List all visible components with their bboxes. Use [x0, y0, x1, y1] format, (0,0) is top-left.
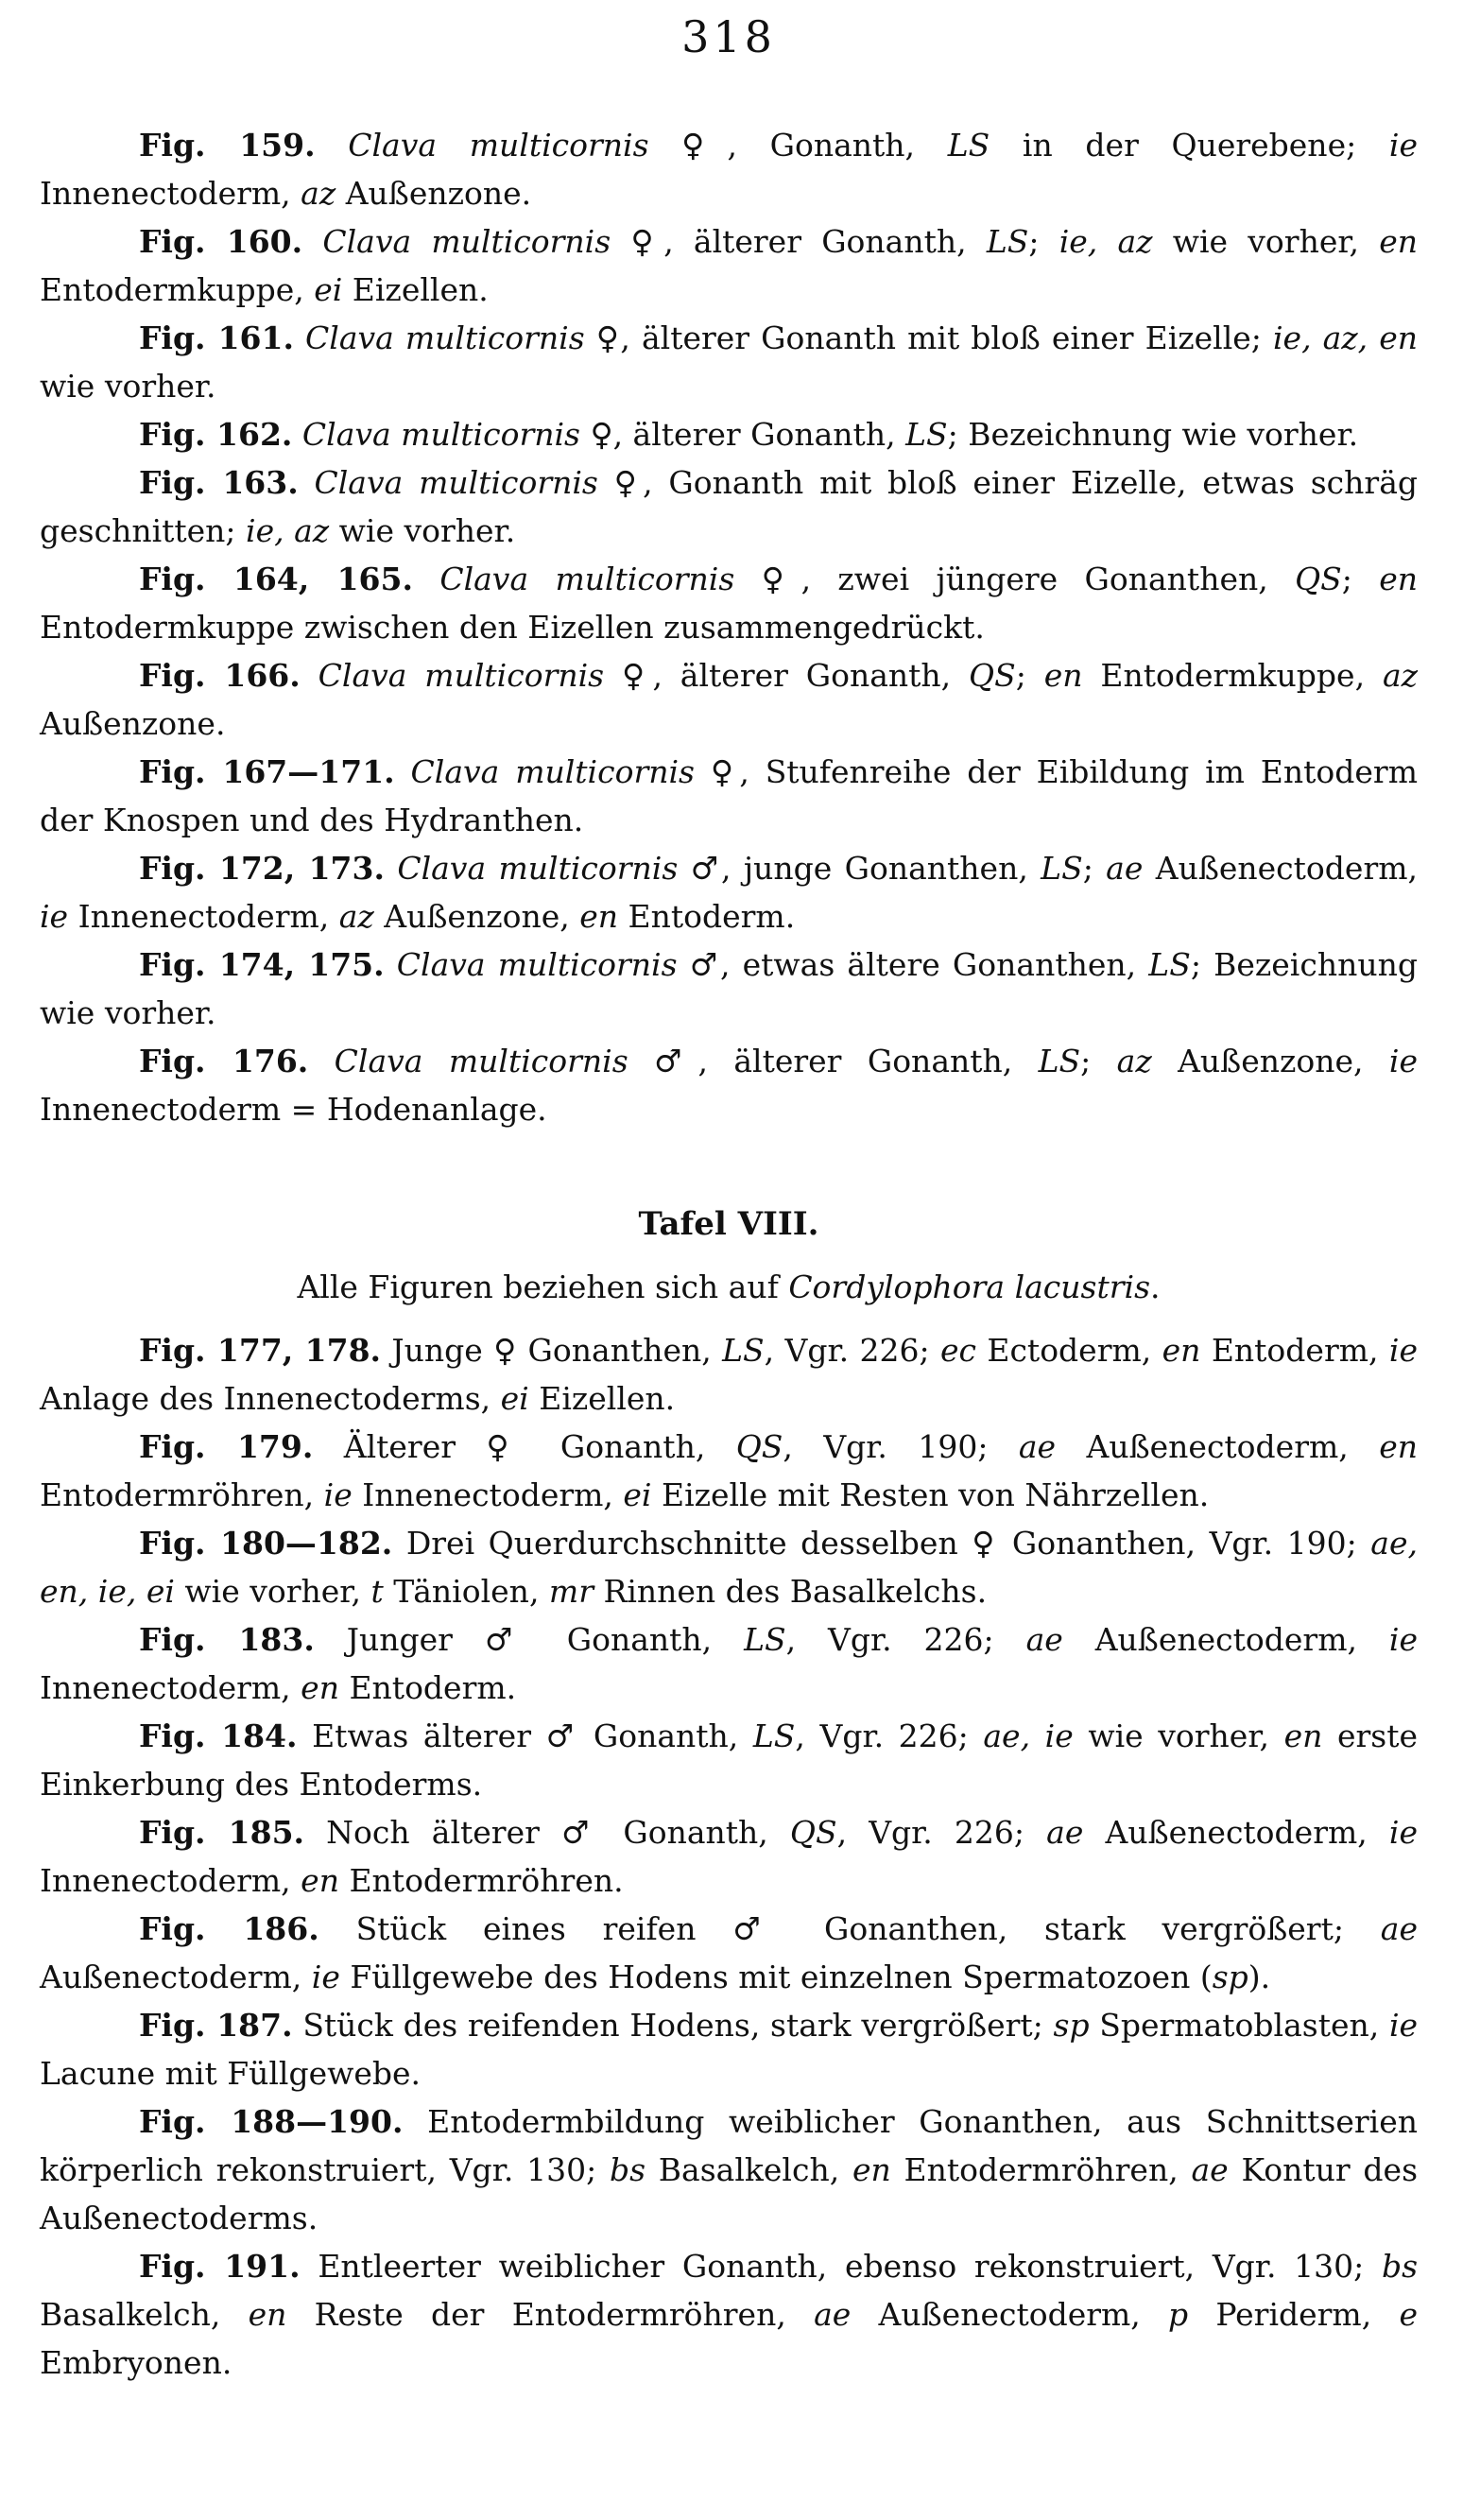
caption-italic-text: mr — [548, 1573, 594, 1610]
caption-italic-text: az — [338, 898, 374, 935]
caption-italic-text: ae — [1380, 1910, 1418, 1947]
caption-text: Außenectoderm, — [1143, 850, 1418, 887]
caption-text: ♀, Gonanth, — [648, 127, 948, 164]
figure-number: Fig. 188—190. — [139, 2103, 404, 2140]
caption-text: ♀, älterer Gonanth, — [604, 657, 970, 694]
caption-text: wie vorher, — [1152, 223, 1380, 260]
figure-number: Fig. 167—171. — [139, 753, 395, 790]
caption-italic-text: ie, az — [1059, 223, 1153, 260]
caption-italic-text: en — [1283, 1717, 1323, 1754]
caption-italic-text: QS — [1295, 561, 1342, 597]
caption-text: ♀, älterer Gonanth mit bloß einer Eizelle; — [584, 319, 1273, 356]
caption-text: Innenectoderm, — [352, 1476, 624, 1513]
caption-italic-text: ec — [939, 1332, 976, 1369]
caption-italic-text: Clava multicornis — [322, 223, 611, 260]
caption-italic-text: ie — [1388, 1621, 1418, 1658]
caption-text: Rinnen des Basalkelchs. — [594, 1573, 988, 1610]
section-subtitle-species: Cordylophora lacustris — [788, 1269, 1151, 1305]
caption-italic-text: LS — [1148, 946, 1191, 983]
figure-caption — [40, 1423, 1418, 1519]
caption-text: Innenectoderm, — [68, 898, 339, 935]
caption-text: erste Einkerbung des Entoderms. — [40, 1717, 1418, 1803]
caption-italic-text: Clava multicornis — [396, 946, 678, 983]
caption-text: ♀, Stufenreihe der Eibildung im Entoderm der Knospen und des Hydranthen. — [40, 753, 1418, 838]
caption-text: Außenectoderm, — [40, 1959, 312, 1995]
figure-number: Fig. 162. — [139, 416, 293, 453]
caption-text: Entoderm. — [338, 1669, 517, 1706]
figure-caption — [40, 314, 1418, 410]
figure-caption — [40, 2001, 1418, 2097]
caption-text: ; — [1341, 561, 1380, 597]
caption-text: Basalkelch, — [645, 2151, 852, 2188]
caption-italic-text: ie, az, en — [1272, 319, 1419, 356]
caption-text: , Vgr. 190; — [783, 1428, 1019, 1465]
figure-caption — [40, 1712, 1418, 1808]
caption-italic-text: ie — [1388, 2007, 1419, 2044]
caption-text: Periderm, — [1188, 2296, 1400, 2333]
caption-italic-text: QS — [735, 1428, 783, 1465]
caption-text: Außenectoderm, — [1083, 1814, 1389, 1851]
caption-text: Stück eines reifen ♂ Gonanthen, stark vergrößert; — [355, 1910, 1381, 1947]
figure-number: Fig. 163. — [139, 464, 299, 501]
caption-text: Älterer ♀ Gonanth, — [343, 1428, 736, 1465]
caption-text: Füllgewebe des Hodens mit einzelnen Spermatozoen ( — [339, 1959, 1213, 1995]
caption-text: ). — [1248, 1959, 1271, 1995]
figure-number: Fig. 166. — [139, 657, 301, 694]
caption-text: , Vgr. 226; — [795, 1717, 984, 1754]
caption-italic-text: Clava multicornis — [348, 127, 649, 164]
caption-text: Noch älterer ♂ Gonanth, — [326, 1814, 790, 1851]
figure-caption — [40, 1519, 1418, 1615]
caption-italic-text: ae, ie — [983, 1717, 1074, 1754]
caption-italic-text: az — [1382, 657, 1418, 694]
caption-text: Innenectoderm, — [40, 1669, 301, 1706]
caption-italic-text: LS — [986, 223, 1029, 260]
caption-text: Außenectoderm, — [1062, 1621, 1389, 1658]
section-subtitle-suffix: . — [1150, 1269, 1161, 1305]
caption-italic-text: Clava multicornis — [439, 561, 735, 597]
caption-text: Lacune mit Füllgewebe. — [40, 2055, 422, 2092]
caption-text: ; — [1082, 850, 1107, 887]
figure-number: Fig. 164, 165. — [139, 561, 413, 597]
caption-italic-text: az — [301, 175, 336, 212]
caption-italic-text: en — [579, 898, 619, 935]
caption-italic-text: LS — [1041, 850, 1083, 887]
caption-text: Eizellen. — [528, 1380, 676, 1417]
section-title: Tafel VIII. — [638, 1205, 819, 1243]
caption-text: ; Bezeichnung wie vorher. — [947, 416, 1359, 453]
caption-text: Junge ♀ Gonanthen, — [391, 1332, 723, 1369]
caption-text: Embryonen. — [40, 2344, 232, 2381]
caption-text: Außenzone. — [40, 705, 226, 742]
caption-text: ♀, älterer Gonanth, — [579, 416, 906, 453]
caption-italic-text: LS — [947, 127, 990, 164]
caption-text: Entoderm. — [618, 898, 796, 935]
caption-italic-text: QS — [789, 1814, 837, 1851]
section-subtitle — [40, 1264, 1418, 1311]
caption-italic-text: p — [1168, 2296, 1189, 2333]
caption-text: , Vgr. 226; — [836, 1814, 1047, 1851]
caption-text: Täniolen, — [383, 1573, 549, 1610]
figure-caption — [40, 651, 1418, 748]
caption-italic-text: en — [1162, 1332, 1201, 1369]
caption-italic-text: e — [1399, 2296, 1418, 2333]
figure-number: Fig. 160. — [139, 223, 303, 260]
caption-text: Außenzone. — [336, 175, 532, 212]
caption-text: ♀, Gonanth mit bloß einer Eizelle, etwas schräg geschnitten; — [40, 464, 1418, 549]
caption-text: Entodermröhren. — [338, 1862, 624, 1899]
caption-italic-text: bs — [609, 2151, 646, 2188]
figure-caption — [40, 1905, 1418, 2001]
caption-italic-text: en — [1379, 561, 1419, 597]
figure-caption — [40, 458, 1418, 555]
figure-captions-bottom — [40, 1326, 1418, 2387]
caption-italic-text: ae — [1191, 2151, 1229, 2188]
figure-caption — [40, 2097, 1418, 2242]
caption-text: Etwas älterer ♂ Gonanth, — [312, 1717, 753, 1754]
caption-text: Ectoderm, — [975, 1332, 1162, 1369]
figure-number: Fig. 161. — [139, 319, 294, 356]
figure-caption — [40, 748, 1418, 844]
figure-caption — [40, 217, 1418, 314]
figure-number: Fig. 159. — [139, 127, 316, 164]
caption-italic-text: en — [1379, 1428, 1418, 1465]
caption-text: , Vgr. 226; — [764, 1332, 940, 1369]
caption-italic-text: ie — [1388, 1332, 1418, 1369]
caption-text: in der Querebene; — [990, 127, 1389, 164]
caption-italic-text: ie — [1388, 1814, 1418, 1851]
caption-text: ♂, junge Gonanthen, — [678, 850, 1041, 887]
caption-text: Entleerter weiblicher Gonanth, ebenso rekonstruiert, Vgr. 130; — [318, 2248, 1382, 2285]
caption-text: wie vorher, — [1073, 1717, 1284, 1754]
figure-number: Fig. 179. — [139, 1428, 314, 1465]
caption-text: ; — [1015, 657, 1044, 694]
caption-text: Außenzone, — [1151, 1043, 1389, 1079]
figure-caption — [40, 2242, 1418, 2387]
figure-number: Fig. 184. — [139, 1717, 298, 1754]
caption-text: Entodermröhren, — [40, 1476, 324, 1513]
caption-italic-text: ei — [500, 1380, 529, 1417]
figure-number: Fig. 176. — [139, 1043, 309, 1079]
caption-italic-text: az — [1116, 1043, 1152, 1079]
caption-text: Eizelle mit Resten von Nährzellen. — [651, 1476, 1210, 1513]
caption-italic-text: QS — [969, 657, 1016, 694]
figure-number: Fig. 180—182. — [139, 1525, 393, 1562]
caption-text: ♀, älterer Gonanth, — [611, 223, 987, 260]
caption-italic-text: ae — [1106, 850, 1144, 887]
caption-text: Kontur des Außenectoderms. — [40, 2151, 1419, 2236]
caption-italic-text: LS — [744, 1621, 786, 1658]
figure-caption — [40, 1615, 1418, 1712]
caption-text: Anlage des Innenectoderms, — [40, 1380, 501, 1417]
caption-text: Reste der Entodermröhren, — [286, 2296, 815, 2333]
caption-italic-text: Clava multicornis — [397, 850, 679, 887]
figure-caption — [40, 121, 1418, 217]
caption-italic-text: ie — [323, 1476, 353, 1513]
figure-number: Fig. 177, 178. — [139, 1332, 382, 1369]
caption-italic-text: ei — [623, 1476, 652, 1513]
caption-italic-text: en — [1043, 657, 1083, 694]
figure-number: Fig. 172, 173. — [139, 850, 385, 887]
caption-italic-text: ie — [1388, 127, 1418, 164]
figure-number: Fig. 174, 175. — [139, 946, 385, 983]
caption-text: Entodermröhren, — [890, 2151, 1192, 2188]
caption-text: ; — [1080, 1043, 1117, 1079]
caption-italic-text: Clava multicornis — [305, 319, 585, 356]
caption-text: Außenzone, — [373, 898, 580, 935]
caption-italic-text: ie — [1388, 1043, 1419, 1079]
caption-text: Basalkelch, — [40, 2296, 249, 2333]
figure-caption — [40, 844, 1418, 941]
caption-italic-text: Clava multicornis — [334, 1043, 628, 1079]
caption-italic-text: LS — [905, 416, 948, 453]
caption-italic-text: sp — [1212, 1959, 1248, 1995]
caption-text: Spermatoblasten, — [1089, 2007, 1389, 2044]
caption-italic-text: ie — [40, 898, 69, 935]
figure-caption — [40, 410, 1418, 458]
caption-text: Eizellen. — [342, 271, 489, 308]
caption-italic-text: ae — [1046, 1814, 1084, 1851]
caption-italic-text: bs — [1381, 2248, 1419, 2285]
caption-text: ♂, etwas ältere Gonanthen, — [677, 946, 1149, 983]
caption-text: , Vgr. 226; — [785, 1621, 1026, 1658]
caption-italic-text: en — [1379, 223, 1418, 260]
caption-italic-text: Clava multicornis — [314, 464, 598, 501]
caption-text: Innenectoderm, — [40, 175, 301, 212]
caption-italic-text: ae, en, ie, ei — [40, 1525, 1418, 1610]
caption-italic-text: LS — [722, 1332, 765, 1369]
caption-text: Entodermkuppe, — [1082, 657, 1383, 694]
caption-text: Entoderm, — [1200, 1332, 1389, 1369]
caption-italic-text: en — [301, 1669, 339, 1706]
caption-italic-text: Clava multicornis — [301, 416, 580, 453]
caption-italic-text: en — [852, 2151, 891, 2188]
caption-italic-text: LS — [752, 1717, 796, 1754]
caption-text: ♀, zwei jüngere Gonanthen, — [734, 561, 1296, 597]
figure-number: Fig. 186. — [139, 1910, 319, 1947]
caption-text: wie vorher, — [174, 1573, 371, 1610]
caption-italic-text: en — [301, 1862, 339, 1899]
caption-text: Junger ♂ Gonanth, — [346, 1621, 745, 1658]
caption-text: wie vorher. — [329, 512, 516, 549]
figure-number: Fig. 187. — [139, 2007, 293, 2044]
caption-text: ; Bezeichnung wie vorher. — [40, 946, 1418, 1031]
figure-number: Fig. 183. — [139, 1621, 315, 1658]
caption-italic-text: Clava multicornis — [318, 657, 605, 694]
caption-italic-text: sp — [1053, 2007, 1090, 2044]
caption-text: Drei Querdurchschnitte desselben ♀ Gonanthen, Vgr. 190; — [405, 1525, 1371, 1562]
section-subtitle-prefix: Alle Figuren beziehen sich auf — [297, 1269, 789, 1305]
figure-caption — [40, 1037, 1418, 1133]
caption-italic-text: Clava multicornis — [410, 753, 695, 790]
caption-italic-text: en — [248, 2296, 287, 2333]
caption-italic-text: ie — [311, 1959, 340, 1995]
figure-number: Fig. 191. — [139, 2248, 301, 2285]
caption-italic-text: t — [370, 1573, 384, 1610]
caption-text: Innenectoderm = Hodenanlage. — [40, 1091, 547, 1128]
caption-text: Innenectoderm, — [40, 1862, 301, 1899]
caption-text: ; — [1028, 223, 1059, 260]
figure-captions-top — [40, 121, 1418, 1133]
caption-text: Außenectoderm, — [1056, 1428, 1380, 1465]
caption-text: Entodermbildung weiblicher Gonanthen, aus Schnittserien körperlich rekonstruiert, Vgr. 130; — [40, 2103, 1418, 2188]
caption-text: ♂, älterer Gonanth, — [628, 1043, 1039, 1079]
caption-text: Entodermkuppe zwischen den Eizellen zusammengedrückt. — [40, 609, 985, 646]
caption-text: Stück des reifenden Hodens, stark vergrößert; — [302, 2007, 1054, 2044]
caption-text: wie vorher. — [40, 368, 216, 405]
caption-italic-text: ae — [1018, 1428, 1057, 1465]
figure-caption — [40, 1808, 1418, 1905]
caption-italic-text: ae — [814, 2296, 852, 2333]
caption-text: Entodermkuppe, — [40, 271, 315, 308]
figure-caption — [40, 555, 1418, 651]
caption-italic-text: ei — [314, 271, 343, 308]
caption-italic-text: ie, az — [246, 512, 330, 549]
figure-caption — [40, 1326, 1418, 1423]
figure-caption — [40, 941, 1418, 1037]
page-number: 318 — [681, 11, 776, 62]
caption-italic-text: LS — [1038, 1043, 1081, 1079]
figure-number: Fig. 185. — [139, 1814, 305, 1851]
caption-italic-text: ae — [1025, 1621, 1063, 1658]
caption-text: Außenectoderm, — [851, 2296, 1169, 2333]
